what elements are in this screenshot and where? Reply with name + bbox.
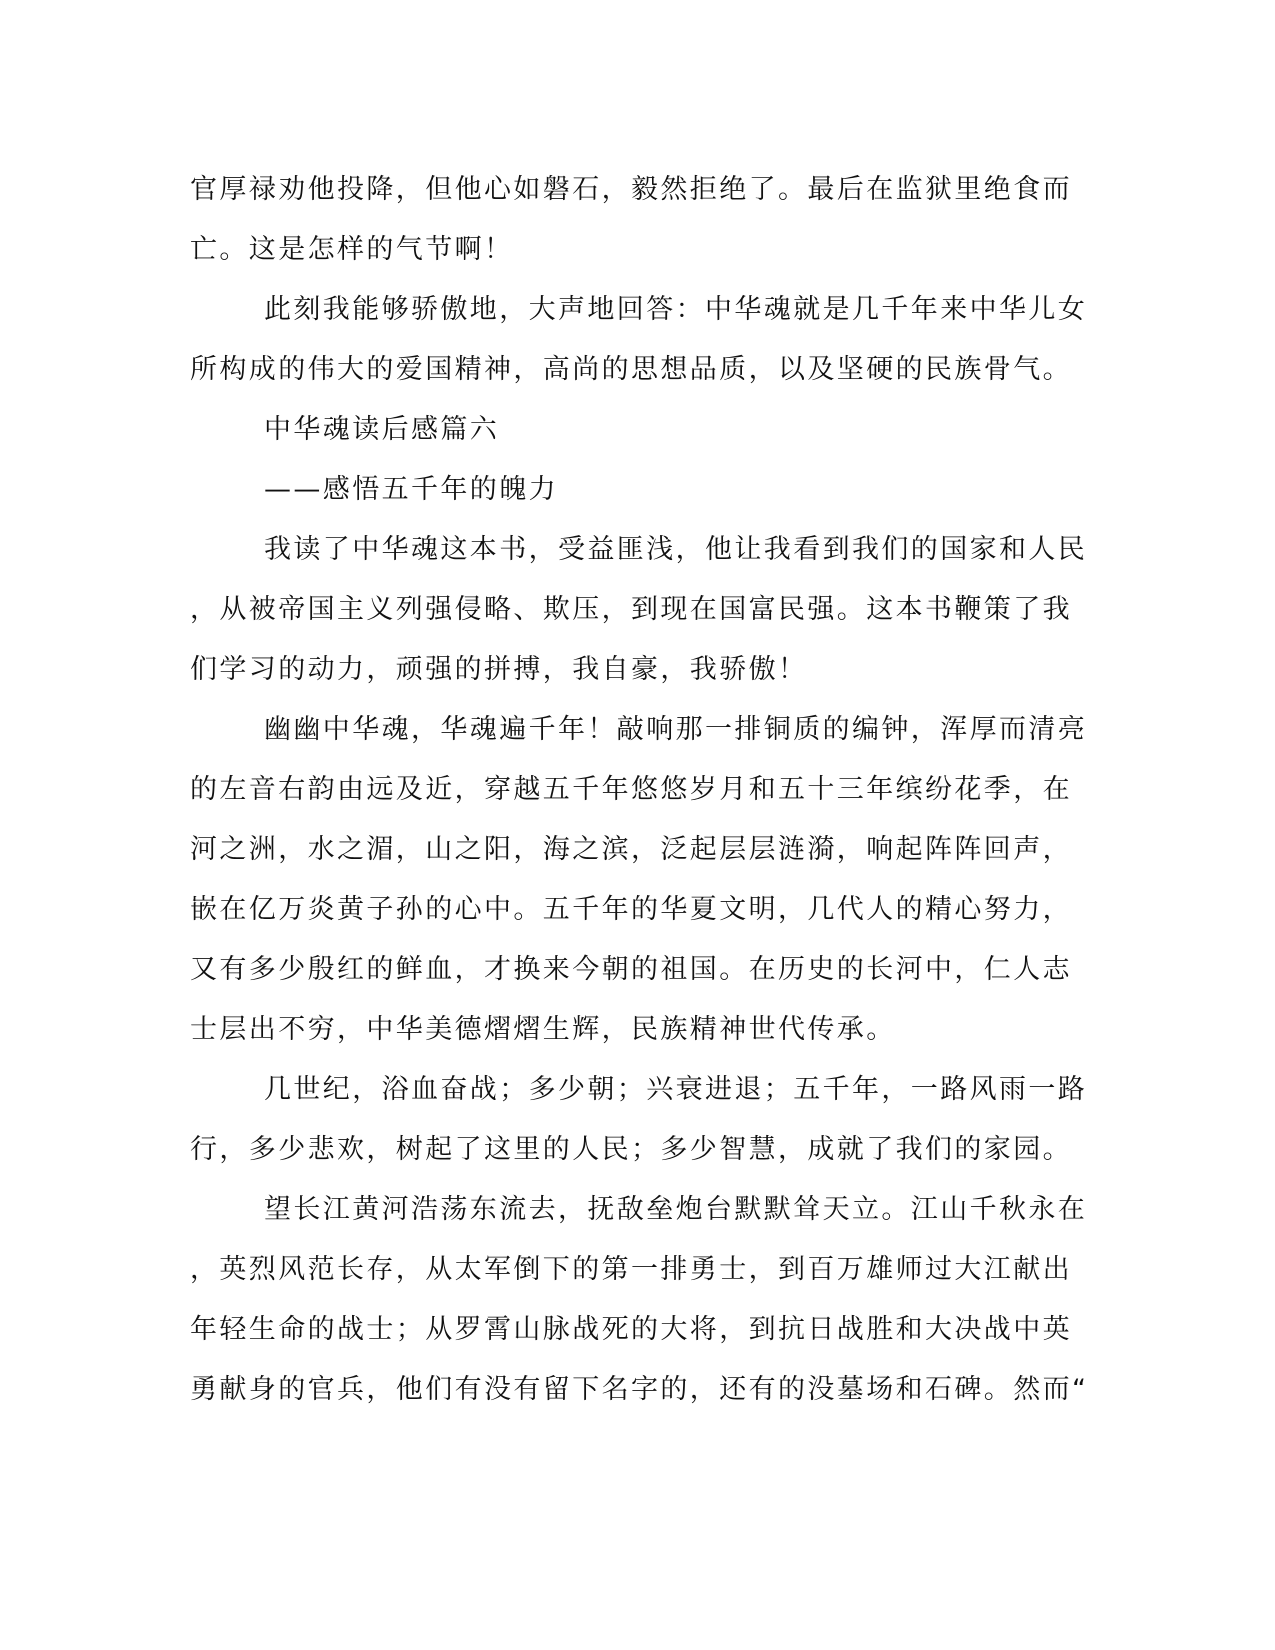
paragraph-start-line: 此刻我能够骄傲地，大声地回答：中华魂就是几千年来中华儿女 — [264, 294, 1088, 325]
text-line: ，从被帝国主义列强侵略、欺压，到现在国富民强。这本书鞭策了我 — [190, 594, 1072, 625]
text-line: 年轻生命的战士；从罗霄山脉战死的大将，到抗日战胜和大决战中英 — [190, 1314, 1072, 1345]
text-line: 嵌在亿万炎黄子孙的心中。五千年的华夏文明，几代人的精心努力， — [190, 894, 1072, 925]
text-line: 所构成的伟大的爱国精神，高尚的思想品质，以及坚硬的民族骨气。 — [190, 354, 1072, 385]
section-subtitle: ——感悟五千年的魄力 — [264, 474, 558, 505]
document-body — [190, 160, 1089, 1420]
text-line: 行，多少悲欢，树起了这里的人民；多少智慧，成就了我们的家园。 — [190, 1134, 1072, 1165]
text-line: 河之洲，水之湄，山之阳，海之滨，泛起层层涟漪，响起阵阵回声， — [190, 834, 1072, 865]
section-title: 中华魂读后感篇六 — [264, 414, 500, 445]
text-line: ，英烈风范长存，从太军倒下的第一排勇士，到百万雄师过大江献出 — [190, 1254, 1072, 1285]
paragraph-start-line: 几世纪，浴血奋战；多少朝；兴衰进退；五千年，一路风雨一路 — [264, 1074, 1088, 1105]
text-line: 们学习的动力，顽强的拼搏，我自豪，我骄傲！ — [190, 654, 808, 685]
text-line: 又有多少殷红的鲜血，才换来今朝的祖国。在历史的长河中，仁人志 — [190, 954, 1072, 985]
paragraph-start-line: 望长江黄河浩荡东流去，抚敌垒炮台默默耸天立。江山千秋永在 — [264, 1194, 1088, 1225]
paragraph-start-line: 我读了中华魂这本书，受益匪浅，他让我看到我们的国家和人民 — [264, 534, 1088, 565]
text-line: 官厚禄劝他投降，但他心如磐石，毅然拒绝了。最后在监狱里绝食而 — [190, 174, 1072, 205]
text-line: 亡。这是怎样的气节啊！ — [190, 234, 514, 265]
text-line: 勇献身的官兵，他们有没有留下名字的，还有的没墓场和石碑。然而“ — [190, 1374, 1089, 1405]
paragraph-start-line: 幽幽中华魂，华魂遍千年！敲响那一排铜质的编钟，浑厚而清亮 — [264, 714, 1088, 745]
text-line: 的左音右韵由远及近，穿越五千年悠悠岁月和五十三年缤纷花季，在 — [190, 774, 1072, 805]
text-line: 士层出不穷，中华美德熠熠生辉，民族精神世代传承。 — [190, 1014, 896, 1045]
